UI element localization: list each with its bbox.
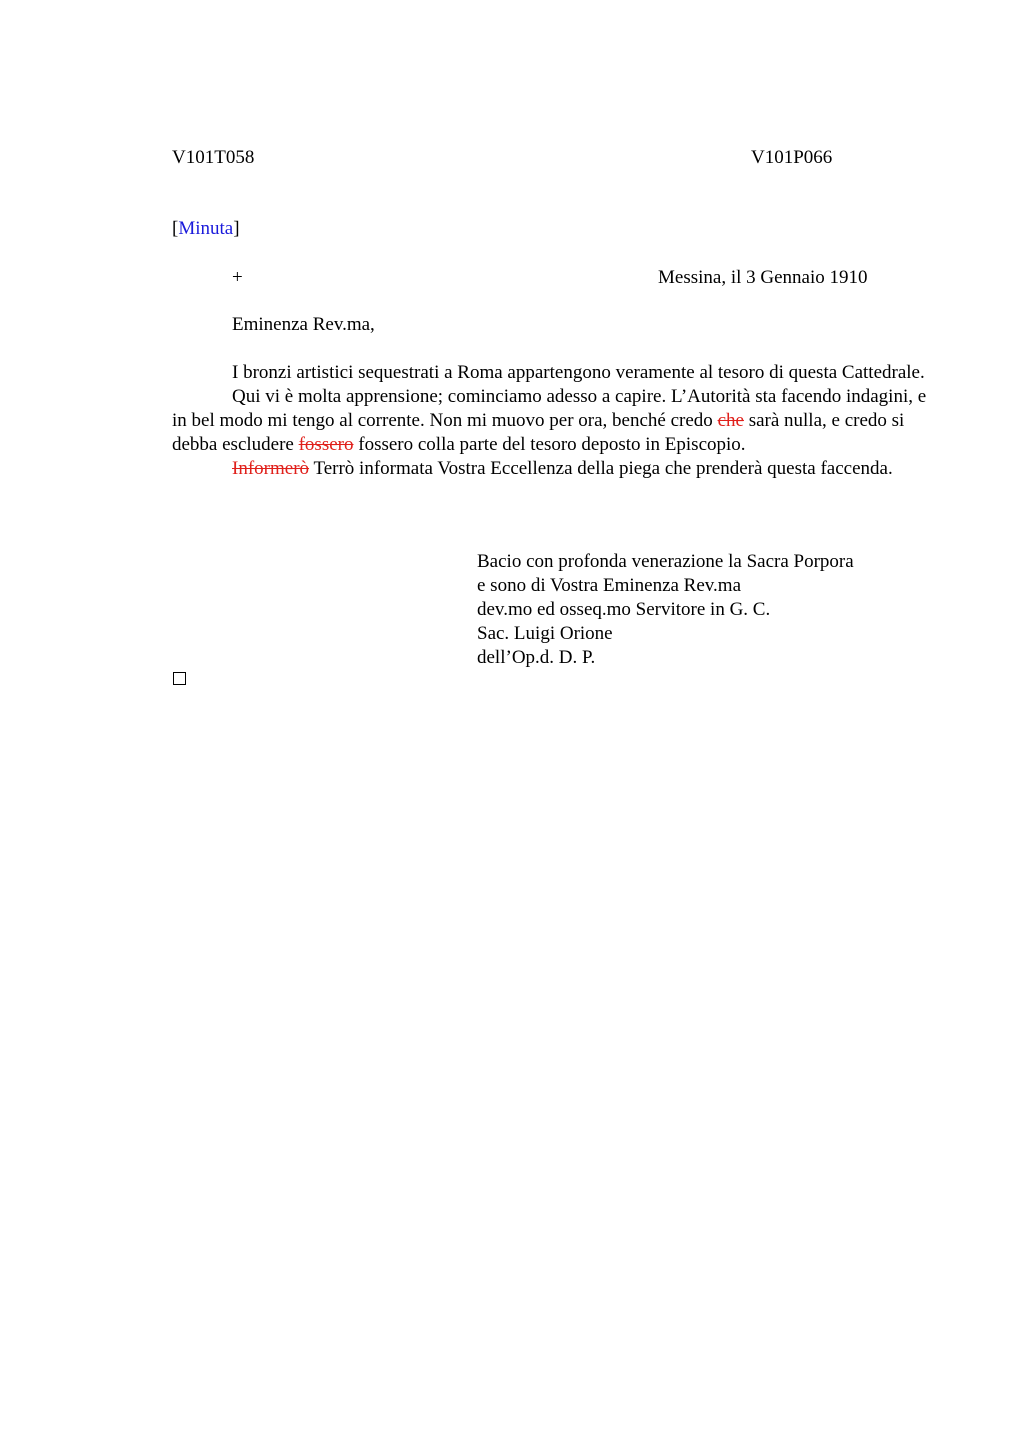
cross-symbol: + (232, 267, 243, 288)
salutation: Eminenza Rev.ma, (232, 314, 375, 335)
deleted-word-informero: Informerò (232, 458, 310, 479)
paragraph-3-text: Terrò informata Vostra Eccellenza della piega che prenderà questa faccenda. (309, 458, 893, 479)
letter-body (172, 361, 932, 481)
empty-box-icon (173, 672, 186, 685)
closing-line: dev.mo ed osseq.mo Servitore in G. C. (477, 599, 771, 620)
paragraph-2 (172, 385, 932, 457)
deleted-word-che: che (717, 410, 744, 431)
paragraph-2-part-a: Qui vi è molta apprensione; cominciamo adesso a capire. L’Autorità sta facendo indagini, e in bel modo mi tengo al corrente. Non mi muovo per ora, benché credo (172, 386, 927, 431)
draft-label-open-bracket: [ (172, 218, 179, 239)
closing-line: e sono di Vostra Eminenza Rev.ma (477, 575, 742, 596)
document-code-right: V101P066 (751, 147, 833, 168)
signature-name: Sac. Luigi Orione (477, 623, 613, 644)
document-code-left: V101T058 (172, 147, 255, 168)
draft-label-text: Minuta (178, 218, 234, 239)
closing-block (477, 550, 854, 670)
paragraph-3 (172, 457, 932, 481)
draft-label (172, 217, 240, 241)
deleted-word-fossero: fossero (298, 434, 354, 455)
signature-affiliation: dell’Op.d. D. P. (477, 647, 596, 668)
paragraph-2-part-c: fossero colla parte del tesoro deposto in Episcopio. (353, 434, 746, 455)
closing-line: Bacio con profonda venerazione la Sacra Porpora (477, 551, 854, 572)
paragraph-2-part-b: sarà nulla, e credo si debba escludere (172, 410, 905, 455)
paragraph-1: I bronzi artistici sequestrati a Roma appartengono veramente al tesoro di questa Cattedrale. (232, 362, 925, 383)
draft-label-close-bracket: ] (233, 218, 240, 239)
dateline: Messina, il 3 Gennaio 1910 (658, 267, 868, 288)
